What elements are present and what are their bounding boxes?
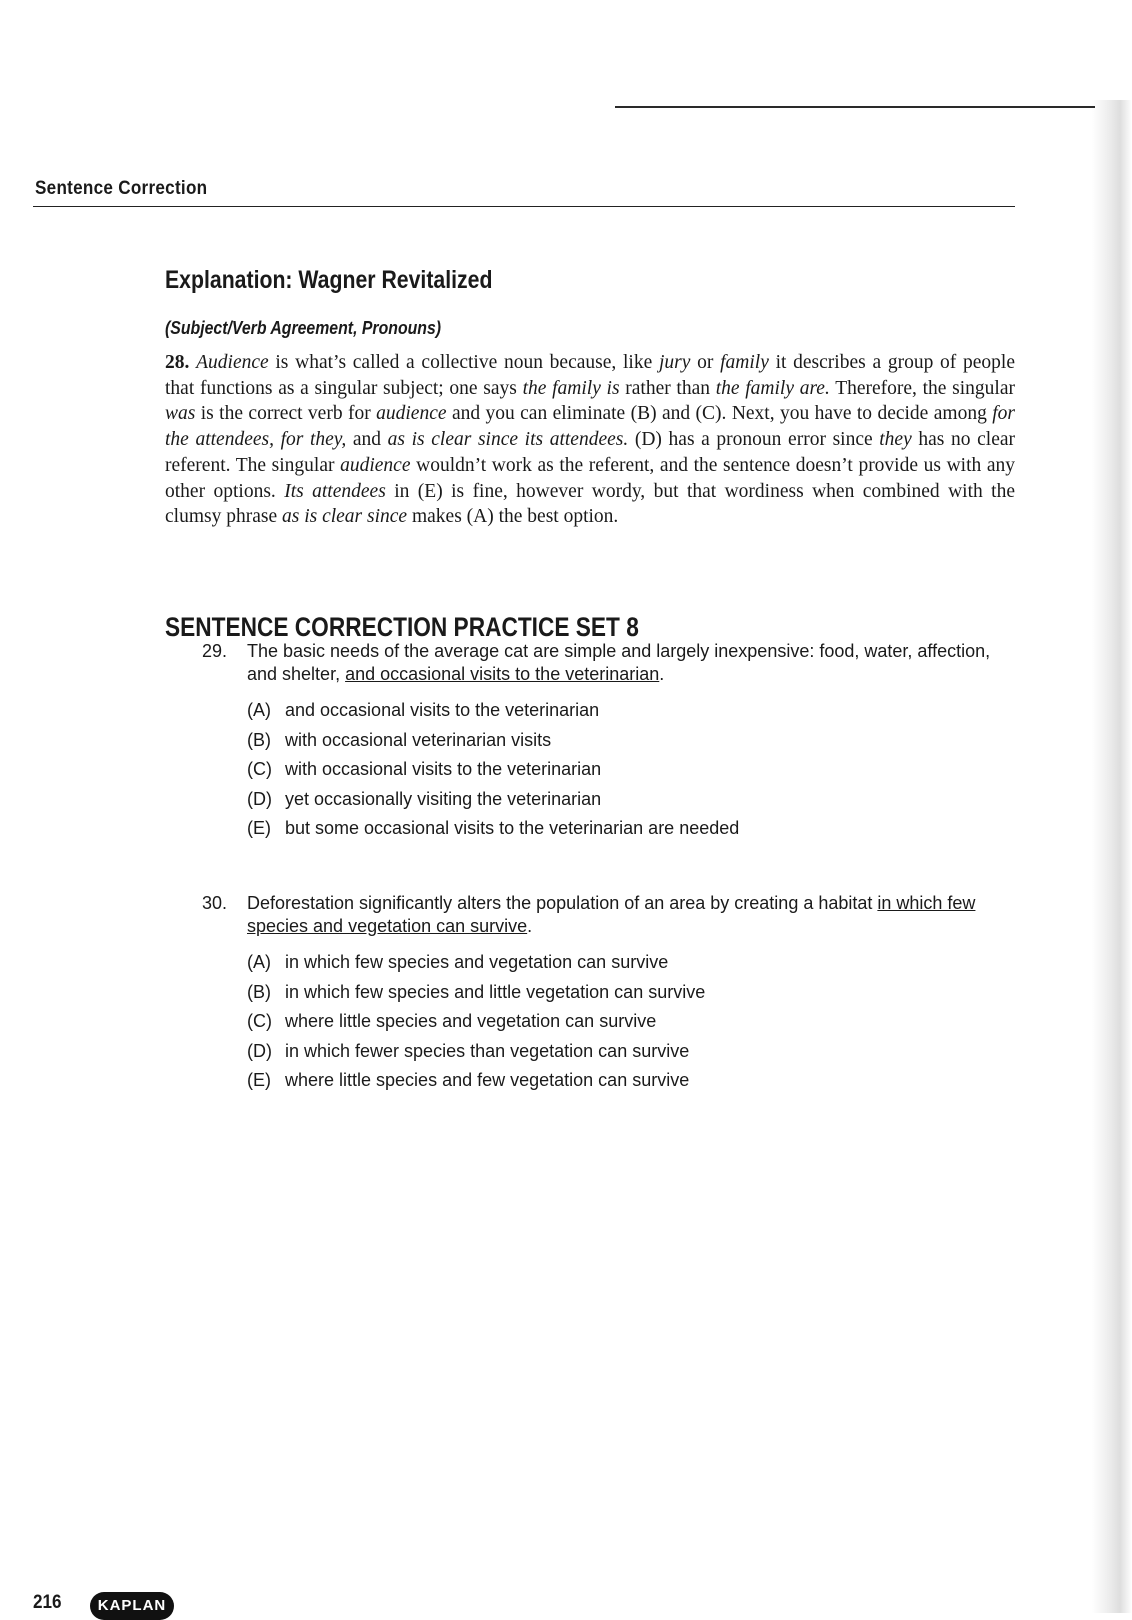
explanation-text-run: Therefore, the singular [829, 377, 1015, 399]
choice-letter: (D) [247, 1040, 272, 1061]
stem-end: . [659, 664, 665, 684]
choice-text: where little species and vegetation can survive [285, 1011, 657, 1031]
stem-text: The basic needs of the average cat are simple and largely inexpensive: food, water, affection, and shelter, [247, 641, 991, 684]
running-header: Sentence Correction [35, 178, 208, 199]
choice-letter: (B) [247, 981, 271, 1002]
practice-set-title: SENTENCE CORRECTION PRACTICE SET 8 [165, 612, 639, 642]
explanation-italic-run: for the attendees, [165, 403, 1015, 451]
explanation-number: 28. [165, 352, 190, 373]
explanation-italic-run: audience [376, 403, 447, 425]
explanation-text-run: wouldn’t work as the referent, and the sentence doesn’t provide us with any other options. [165, 454, 1015, 502]
choice-c[interactable] [247, 755, 1002, 785]
choice-d[interactable] [247, 1037, 1002, 1067]
choice-text: in which fewer species than vegetation can survive [285, 1040, 690, 1061]
explanation-text-run: in (E) is fine, however wordy, but that wordiness when combined with the clumsy phrase [165, 480, 1015, 528]
explanation-italic-run: jury [658, 352, 691, 373]
explanation-text-run: and [346, 429, 388, 451]
choice-letter: (E) [247, 1070, 271, 1090]
choice-c[interactable] [247, 1007, 1002, 1037]
top-rule [615, 106, 1095, 108]
explanation-italic-run: audience [340, 454, 411, 476]
kaplan-logo: KAPLAN [90, 1592, 174, 1620]
choice-letter: (C) [247, 759, 272, 779]
explanation-text-run: is what’s called a collective noun because, like [268, 352, 659, 373]
choice-text: with occasional visits to the veterinarian [285, 759, 602, 779]
explanation-italic-run: they [879, 429, 912, 451]
choice-letter: (E) [247, 818, 271, 838]
explanation-italic-run: as is clear since [281, 506, 408, 528]
explanation-italic-run: the family are. [715, 377, 830, 399]
explanation-text-run: makes (A) the best option. [407, 506, 619, 528]
question-number: 30. [202, 893, 228, 913]
choice-text: in which few species and vegetation can survive [285, 952, 669, 972]
choice-e[interactable] [247, 814, 1002, 844]
choice-text: yet occasionally visiting the veterinarian [285, 788, 602, 809]
explanation-italic-run: was [165, 403, 196, 425]
stem-underlined: and occasional visits to the veterinarian [345, 664, 660, 684]
choice-text: where little species and few vegetation can survive [285, 1070, 690, 1090]
explanation-text-run: and you can eliminate (B) and (C). Next, you have to decide among [446, 403, 993, 425]
choice-letter: (D) [247, 788, 272, 809]
choice-d[interactable] [247, 785, 1002, 815]
choice-b[interactable] [247, 726, 1002, 756]
choice-letter: (C) [247, 1011, 272, 1031]
explanation-italic-run: Audience [196, 352, 269, 373]
header-rule [33, 206, 1015, 207]
explanation-text-run: or [690, 352, 721, 373]
explanation-italic-run: for they, [280, 429, 347, 451]
stem-underlined: in which few species and vegetation can survive [247, 893, 976, 936]
choice-text: and occasional visits to the veterinarian [285, 700, 600, 720]
question-number: 29. [202, 641, 228, 661]
explanation-italic-run: Its attendees [284, 480, 386, 502]
question-stem [202, 640, 1002, 686]
question-29 [202, 640, 1002, 844]
choice-b[interactable] [247, 978, 1002, 1008]
explanation-text-run [274, 429, 281, 450]
question-30 [202, 892, 1002, 1096]
explanation-text-run: (D) has a pronoun error since [628, 429, 880, 451]
choice-text: in which few species and little vegetation can survive [285, 981, 706, 1002]
explanation-italic-run: family [720, 352, 769, 373]
choice-a[interactable] [247, 696, 1002, 726]
stem-text: Deforestation significantly alters the population of an area by creating a habitat [247, 893, 878, 913]
stem-end: . [527, 916, 533, 936]
scan-page-edge [1092, 100, 1132, 1613]
explanation-text-run: rather than [619, 377, 716, 399]
explanation-text-run: has no clear referent. The singular [165, 429, 1015, 476]
explanation-text-run: it describes a group of people that functions as a singular subject; one says [165, 352, 1015, 399]
choice-text: with occasional veterinarian visits [285, 729, 552, 750]
explanation-paragraph [165, 350, 1015, 530]
choice-a[interactable] [247, 948, 1002, 978]
explanation-text-run: is the correct verb for [195, 403, 377, 425]
explanation-italic-run: as is clear since its attendees. [387, 429, 629, 451]
explanation-italic-run: the family is [522, 377, 620, 399]
choice-e[interactable] [247, 1066, 1002, 1096]
explanation-title: Explanation: Wagner Revitalized [165, 266, 493, 294]
choice-letter: (A) [247, 952, 271, 972]
choice-letter: (B) [247, 729, 271, 750]
answer-choices [247, 696, 1002, 844]
answer-choices [247, 948, 1002, 1096]
page-number: 216 [33, 1592, 62, 1613]
question-stem [202, 892, 1002, 938]
choice-letter: (A) [247, 700, 271, 720]
explanation-subtitle: (Subject/Verb Agreement, Pronouns) [165, 318, 442, 338]
choice-text: but some occasional visits to the veterinarian are needed [285, 818, 740, 838]
